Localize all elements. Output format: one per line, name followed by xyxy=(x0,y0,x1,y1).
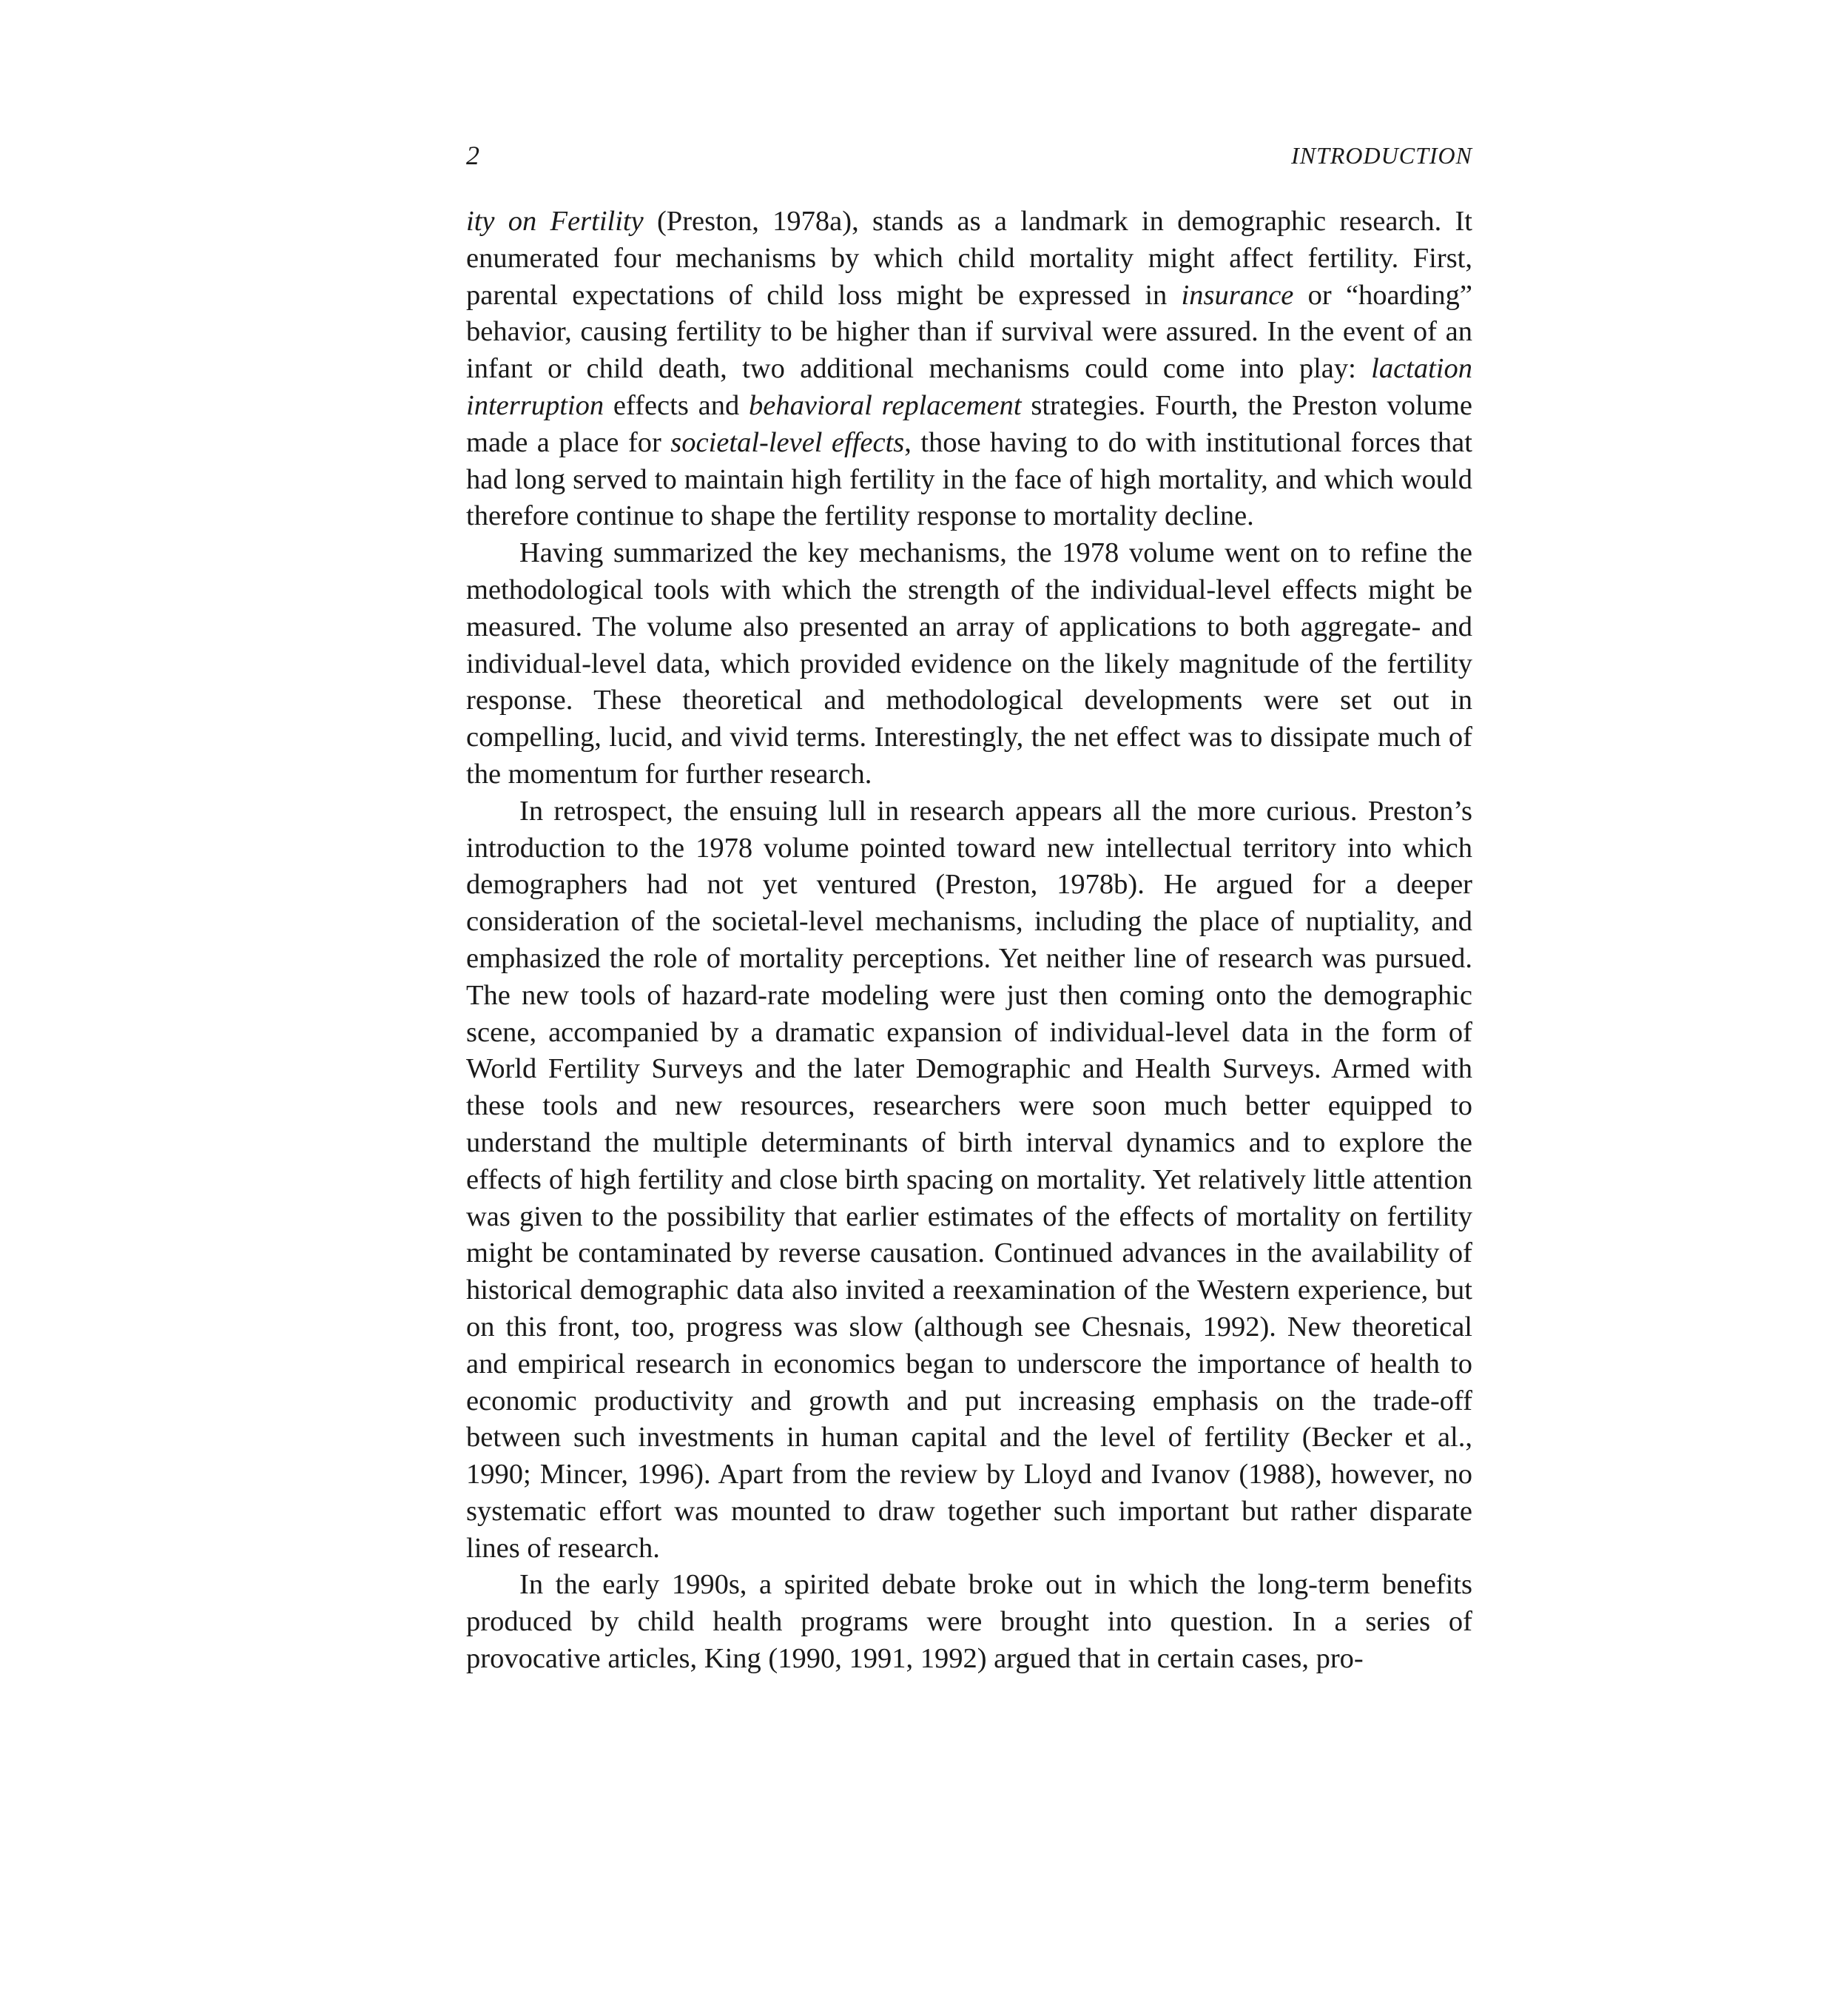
paragraph-text: insurance xyxy=(1181,279,1294,311)
paragraph-text: In retrospect, the ensuing lull in research appears all the more curious. Preston’s introduction to the 1978 volume pointed toward new intellectual territory into which demographers had not yet ventured (Preston, 1978b). He argued for a deeper consideration of the societal-level mechanisms, including the place of nuptiality, and emphasized the role of mortality perceptions. Yet neither line of research was pursued. The new tools of hazard-rate modeling were just then coming onto the demographic scene, accompanied by a dramatic expansion of individual-level data in the form of World Fertility Surveys and the later Demographic and Health Surveys. Armed with these tools and new resources, researchers were soon much better equipped to understand the multiple determinants of birth interval dynamics and to explore the effects of high fertility and close birth spacing on mortality. Yet relatively little attention was given to the possibility that earlier estimates of the effects of mortality on fertility might be contaminated by reverse causation. Continued advances in the availability of historical demographic data also invited a reexamination of the Western experience, but on this front, too, progress was slow (although see Chesnais, 1992). New theoretical and empirical research in economics began to underscore the importance of health to economic productivity and growth and put increasing emphasis on the trade-off between such investments in human capital and the level of fertility (Becker et al., 1990; Mincer, 1996). Apart from the review by Lloyd and Ivanov (1988), however, no systematic effort was mounted to draw together such important but rather disparate lines of research. xyxy=(466,795,1472,1564)
page-number: 2 xyxy=(466,141,479,170)
paragraph-text: (Preston, 1978a), stands as a landmark in demographic research. It enumerated four mechanisms by which child mortality might affect fertility. First, parental expectations of child loss might be expressed in xyxy=(466,206,1472,311)
paragraph-4 xyxy=(466,1567,1472,1677)
paragraph-3 xyxy=(466,793,1472,1568)
paragraph-text: strategies. Fourth, the Preston volume made a place for xyxy=(466,389,1472,458)
section-title: INTRODUCTION xyxy=(1291,142,1472,169)
paragraph-text: societal-level effects xyxy=(670,426,905,458)
paragraph-text: Having summarized the key mechanisms, the 1978 volume went on to refine the methodological tools with which the strength of the individual-level effects might be measured. The volume also presented an array of applications to both aggregate- and individual-level data, which provided evidence on the likely magnitude of the fertility response. These theoretical and methodological developments were set out in compelling, lucid, and vivid terms. Interestingly, the net effect was to dissipate much of the momentum for further research. xyxy=(466,537,1472,790)
paragraph-text: , those having to do with institutional forces that had long served to maintain high fertility in the face of high mortality, and which would therefore continue to shape the fertility response to mortality decline. xyxy=(466,426,1472,532)
paragraph-text: In the early 1990s, a spirited debate broke out in which the long-term benefits produced by child health programs were brought into question. In a series of provocative articles, King (1990, 1991, 1992) argued that in certain cases, pro- xyxy=(466,1569,1472,1675)
paragraph-1 xyxy=(466,204,1472,535)
paragraph-2 xyxy=(466,535,1472,793)
paragraph-text: or “hoarding” behavior, causing fertility to be higher than if survival were assured. In the event of an infant or child death, two additional mechanisms could come into play: xyxy=(466,279,1472,385)
page xyxy=(466,137,1472,1678)
paragraph-text: lactation interruption xyxy=(466,353,1472,421)
running-head xyxy=(466,137,1472,174)
body-text xyxy=(466,204,1472,1678)
paragraph-text: behavioral replacement xyxy=(749,389,1022,421)
paragraph-text: ity on Fertility xyxy=(466,206,644,237)
paragraph-text: effects and xyxy=(604,389,750,421)
